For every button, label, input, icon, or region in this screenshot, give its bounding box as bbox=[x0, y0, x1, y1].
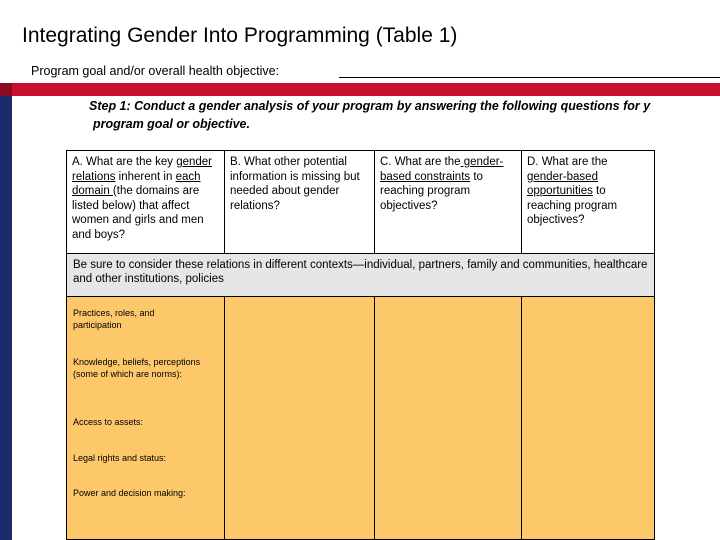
step-instruction bbox=[89, 97, 720, 133]
domain-label-access: Access to assets: bbox=[73, 417, 144, 427]
goal-blank-line bbox=[339, 77, 720, 78]
context-note: Be sure to consider these relations in different contexts—individual, partners, family and communities, healthcare and other institutions, policies bbox=[67, 254, 655, 297]
column-c-header: C. What are the gender-based constraints to reaching program objectives? bbox=[375, 151, 522, 254]
column-b-header: B. What other potential information is missing but needed about gender relations? bbox=[225, 151, 375, 254]
domain-labels-cell bbox=[67, 297, 225, 540]
step-line-1: Step 1: Conduct a gender analysis of your program by answering the following questions for y bbox=[89, 99, 651, 113]
column-c-input-cell[interactable] bbox=[375, 297, 522, 540]
header-row bbox=[67, 151, 655, 254]
domain-row bbox=[67, 297, 655, 540]
goal-label: Program goal and/or overall health objective: bbox=[31, 64, 280, 78]
column-d-header: D. What are the gender-based opportunities to reaching program objectives? bbox=[522, 151, 655, 254]
blue-accent-bar bbox=[0, 96, 12, 540]
left-accent-bar-top bbox=[0, 83, 12, 96]
page-title: Integrating Gender Into Programming (Table 1) bbox=[22, 24, 458, 47]
domain-label-legal: Legal rights and status: bbox=[73, 453, 167, 463]
step-line-2: program goal or objective. bbox=[93, 117, 250, 131]
column-d-input-cell[interactable] bbox=[522, 297, 655, 540]
context-note-row bbox=[67, 254, 655, 297]
red-accent-bar bbox=[12, 83, 720, 96]
column-b-input-cell[interactable] bbox=[225, 297, 375, 540]
column-a-header: A. What are the key gender relations inherent in each domain (the domains are listed below) that affect women and girls and men and boys? bbox=[67, 151, 225, 254]
domain-label-knowledge: Knowledge, beliefs, perceptions (some of which are norms): bbox=[73, 357, 201, 379]
domain-label-power: Power and decision making: bbox=[73, 488, 186, 498]
domain-label-practices: Practices, roles, and participation bbox=[73, 308, 155, 330]
gender-analysis-table bbox=[66, 150, 655, 540]
